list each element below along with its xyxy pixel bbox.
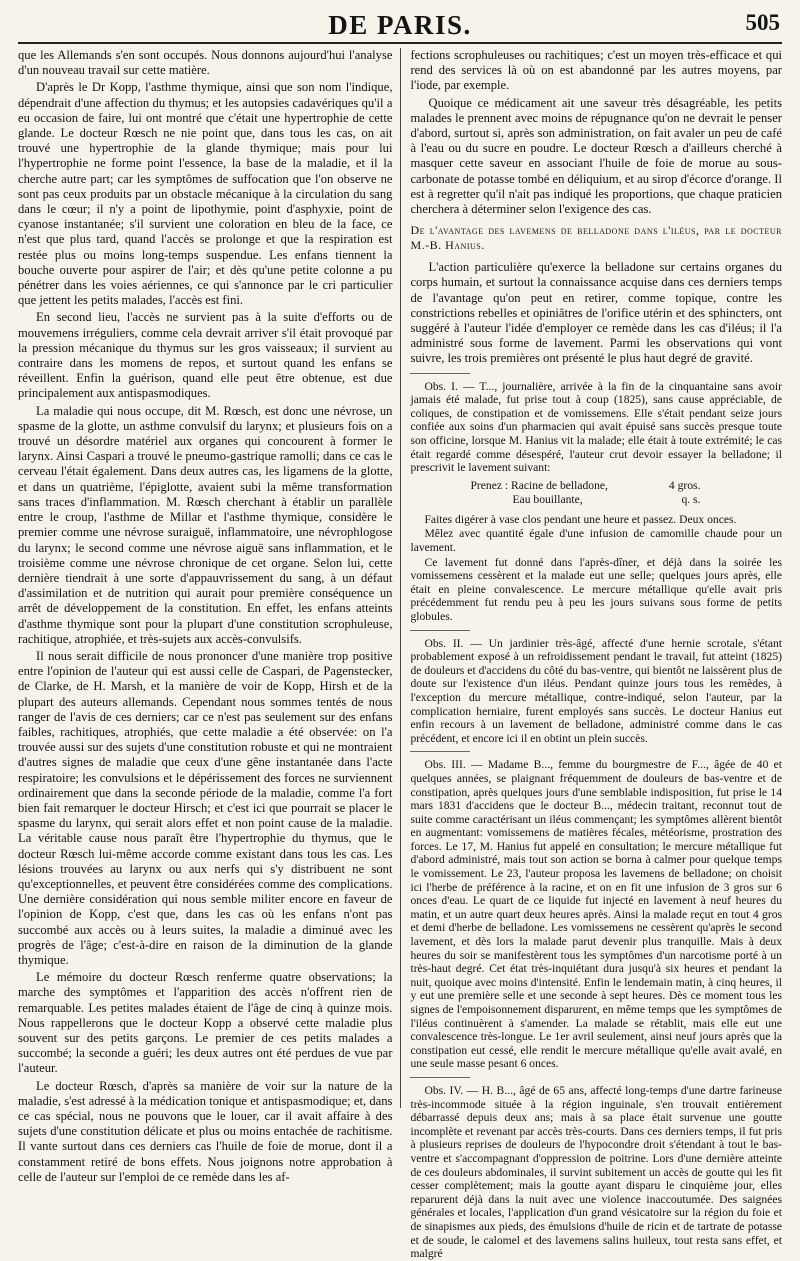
left-column: [18, 48, 400, 1184]
observation-block: [410, 380, 782, 1261]
prescription-quantity: q. s.: [681, 492, 701, 506]
page-number: 505: [745, 10, 780, 35]
divider: [410, 373, 470, 374]
prescription-quantity: 4 gros.: [668, 478, 701, 492]
paragraph: Le docteur Rœsch, d'après sa manière de voir sur la nature de la maladie, s'est adressé à la médication tonique et antispasmodique; et, dans ce cas spécial, nous ne pouvons que le louer, car il avait affaire à des sujets d'une constitution délicate et plus ou moins entachée de rachitisme. Il vante surtout dans ces derniers cas l'huile de foie de morue, dont il a constamment retiré de bons effets. Nous joignons notre approbation à celle de l'auteur sur l'emploi de ce remède dans les af-: [18, 1078, 393, 1184]
paragraph: L'action particulière qu'exerce la belladone sur certains organes du corps humain, et surtout la connaissance acquise dans ces derniers temps de l'avantage qu'on peut en retirer, comme topique, contre les constrictions rebelles et opiniâtres de l'orifice utérin et des sphincters, ont suggéré à l'auteur l'idée d'employer ce remède dans les cas d'iléus; il l'a administré sous forme de lavement. Parmi les observations qui vont suivre, les trois premières ont présenté le plus haut degré de gravité.: [410, 260, 782, 366]
divider: [410, 630, 470, 631]
running-title: DE PARIS.: [328, 10, 472, 40]
paragraph: que les Allemands s'en sont occupés. Nous donnons aujourd'hui l'analyse d'un nouveau travail sur cette matière.: [18, 48, 393, 78]
prescription-line: [470, 479, 700, 493]
observation-4: Obs. IV. — H. B..., âgé de 65 ans, affecté long-temps d'une dartre farineuse très-incommode située à la région inguinale, s'en trouvait entièrement débarrassé depuis deux ans; mais à sa place était survenue une goutte incomplète et revenant par accès très-courts. Dans ces derniers temps, il fut pris à plusieurs reprises de douleurs de l'hypocondre droit s'étendant à tout le bas-ventre et s'accompagnant d'oppression de poitrine. Lors d'une dernière atteinte de ces douleurs abdominales, il survint subitement un accès de goutte qui les fit cesser complètement; mais la goutte ayant disparu le cinquième jour, elles reparurent déjà dans la nuit avec une violence inaccoutumée. Des saignées générales et locales, l'application d'un grand vésicatoire sur la région du foie et de sinapismes aux pieds, des émulsions d'huile de ricin et de tartrate de potasse et de soude, le calomel et des lavemens salins huileux, tout resta sans effet, et malgré: [410, 1083, 782, 1261]
paragraph: Le mémoire du docteur Rœsch renferme quatre observations; la marche des symptômes et l'apparition des accès n'offrent rien de remarquable. Les petites malades étaient de l'âge de cinq à quinze mois. Nous rappellerons que le docteur Kopp a observé cette maladie plus souvent sur des petits garçons. Le premier de ces petits malades a succombé; la seconde a guéri; les deux autres ont été perdues de vue par l'auteur.: [18, 970, 393, 1076]
paragraph: Mêlez avec quantité égale d'une infusion de camomille chaude pour un lavement.: [410, 527, 782, 554]
paragraph: En second lieu, l'accès ne survient pas à la suite d'efforts ou de mouvemens irréguliers, comme cela devrait arriver s'il était provoqué par la pression mécanique du thymus sur les gros vaisseaux; il survient au contraire dans les momens de repos, et surtout quand les enfans se réveillent. Enfin la guérison, quand elle peut être obtenue, est due principalement aux antispasmodiques.: [18, 310, 393, 401]
columns: [18, 48, 782, 1261]
page-header: [18, 8, 782, 44]
prescription-ingredient: Eau bouillante,: [512, 492, 583, 506]
paragraph: D'après le Dr Kopp, l'asthme thymique, ainsi que son nom l'indique, dépendrait d'une affection du thymus; et les autopsies cadavériques qu'il a eu occasion de faire, lui ont montré que c'était une hypertrophie de cette glande. Le docteur Rœsch ne nie point que, dans tous les cas, on ait trouvé une hypertrophie de la glande thymique; mais pour lui l'hypertrophie ne forme point l'essence, la base de la maladie, et il la cherche autre part; car les symptômes de suffocation que l'on observe ne sont pas ceux produits par un obstacle mécanique à la circulation du sang dans le cœur; il n'y a point de lipothymie, point d'asphyxie, point de cyanose instantanée; s'il survient une coloration en bleu de la face, ce n'est que plus tard, quand l'accès se prolonge et que la respiration est restée plus ou moins long-temps suspendue. Les enfans tiennent la bouche ouverte pour aspirer de l'air; et dès qu'une petite colonne a pu pénétrer dans les voies aériennes, ce qui s'annonce par le cri particulier que jettent les petits malades, l'accès est fini.: [18, 80, 393, 308]
paragraph: Faites digérer à vase clos pendant une heure et passez. Deux onces.: [424, 512, 737, 526]
divider: [410, 751, 470, 752]
paragraph: Ce lavement fut donné dans l'après-dîner, et déjà dans la soirée les vomissemens cessèrent et la malade eut une selle; quelques jours après, elle était en pleine convalescence. Le mercure métallique qu'elle avait pris précédemment fut rendu peu à peu les jours suivans sous forme de petits globules.: [410, 555, 782, 623]
paragraph: Quoique ce médicament ait une saveur très désagréable, les petits malades le prennent avec moins de répugnance qu'on ne devrait le penser d'abord, surtout si, après son administration, on fait avaler un peu de café à l'eau ou du sucre en poudre. Le docteur Rœsch a d'ailleurs cherché à masquer cette saveur en associant l'huile de foie de morue au sous-carbonate de potasse tombé en déliquium, et au sirop d'écorce d'orange. Il est à regretter qu'il n'ait pas indiqué les proportions, que chaque praticien cherchera à déterminer selon l'exigence des cas.: [410, 95, 782, 217]
paragraph: Il nous serait difficile de nous prononcer d'une manière trop positive entre l'opinion de l'auteur qui est aussi celle de Caspari, de Pagenstecker, de Clarke, de H. Marsh, et la manière de voir de Kopp, Hirsh et de la plupart des auteurs allemands. Cependant nous sommes tentés de nous ranger de l'avis de ces derniers; car ce n'est pas seulement sur des enfans faibles, rachitiques, atrophiés, que cette maladie a été observée: on l'a trouvée aussi sur des sujets d'une constitution robuste et qui ne montraient d'autres signes de maladie que ceux d'une gêne instantanée dans l'acte respiratoire; les convulsions et le dépérissement des forces ne surviennent ordinairement que dans la seconde période de la maladie, comme l'a fort bien fait remarquer le docteur Hirsch; et c'est ici que pourrait se placer le spasme du larynx, qui serait alors effet et non point cause de la maladie. La véritable cause nous paraît être l'hypertrophie du thymus, que le docteur Rœsch lui-même accorde comme existant dans tous les cas. Les lésions trouvées au larynx ou aux nerfs qui s'y distribuent ne sont qu'exceptionnelles, et peuvent être considérées comme des complications. Une dernière considération qui nous semble militer encore en faveur de l'opinion de Kopp, c'est que, dans les cas où les enfans n'ont pas succombé aux accès ou à leurs suites, la maladie a diminué avec les progrès de l'âge; c'est-à-dire en raison de la diminution de la glande thymique.: [18, 648, 393, 967]
observation-2: Obs. II. — Un jardinier très-âgé, affecté d'une hernie scrotale, s'étant probablement exposé à un refroidissement pendant le travail, fut atteint (1825) de douleurs et d'accidens du côté du bas-ventre, qui bientôt ne laissèrent plus de doute sur l'existence d'un iléus. Pendant quinze jours tous les remèdes, à l'exception du mercure métallique, contre-indiqué, selon l'auteur, par la complication herniaire, furent employés sans succès. Le docteur Hanius eut enfin recours à un lavement de belladone, administré comme dans le cas précédent, et encore ici il en obtint un plein succès.: [410, 636, 782, 745]
section-title: De l'avantage des lavemens de belladone dans l'iléus, par le docteur M.-B. Hanius.: [410, 223, 782, 252]
paragraph: La maladie qui nous occupe, dit M. Rœsch, est donc une névrose, un spasme de la glotte, un asthme convulsif du larynx; et plusieurs fois on a trouvé un désordre matériel aux organes qui concourent à former le larynx. Ainsi Caspari a trouvé le pneumo-gastrique ramolli; dans ce cas le cerveau l'était également. Dans deux autres cas, les ligamens de la glotte, et dans un quatrième, l'épiglotte, avaient subi la même transformation sans traces d'inflammation. M. Rœsch cherchant à établir un parallèle entre le croup, l'asthme de Millar et l'asthme thymique, considère le premier comme une névrose suraiguë, inflammatoire, une névrophlogose du larynx; le second comme une névrose aiguë sans inflammation, et le troisième comme une névrose chronique de cet organe. Selon lui, cette dernière tiendrait à une sorte d'appauvrissement du sang, à un défaut d'assimilation et de nutrition qui aurait pour première conséquence un arrêt de développement de la constitution. En effet, les enfans atteints d'asthme thymique sont pour la plupart d'une constitution scrophuleuse, rachitique, atrophiée, et très-sujets aux accès-convulsifs.: [18, 403, 393, 646]
prescription: [470, 479, 700, 507]
divider: [410, 1077, 470, 1078]
prescription-ingredient: Prenez : Racine de belladone,: [470, 478, 608, 492]
observation-3: Obs. III. — Madame B..., femme du bourgmestre de F..., âgée de 40 et quelques années, se plaignant fréquemment de douleurs de bas-ventre et de constipation, après quelques jours d'une semblable indisposition, fut prise le 14 mars 1831 d'accidens que le docteur B..., médecin traitant, reconnut tout de suite comme caractérisant un iléus commençant; les symptômes allèrent bientôt en augmentant: vomissemens de matières fécales, météorisme, prostration des forces. Le 17, M. Hanius fut appelé en consultation; le mercure métallique fut d'abord administré, mais tout son action se borna à calmer pour quelque temps le vomissement. Le 23, l'auteur proposa les lavemens de belladone; on choisit ici l'herbe de préférence à la racine, et on en fit une infusion de 3 gros sur 6 onces d'eau. Le quart de ce liquide fut injecté en lavement à neuf heures du matin, et un autre quart deux heures après. Ainsi la malade reçut en tout 4 gros et demi d'herbe de belladone. Les vomissemens ne cessèrent qu'après le second lavement, et dès lors la malade parut devenir plus tranquille. Mais à deux heures du soir se manifestèrent tous les symptômes d'un narcotisme porté à un très-haut degré. Cet état très-inquiétant dura jusqu'à six heures et pendant la nuit, quoique avec moins d'intensité. Enfin le lendemain matin, à cinq heures, il y eut une première selle et une seconde à sept heures. Dès ce moment tous les signes de l'empoisonnement disparurent, en même temps que les symptômes de l'iléus continuèrent à s'amender. La malade se rétablit, mais elle eut une convalescence très-longue. Le 1er avril seulement, ainsi neuf jours après que la constipation eut cessé, elle rendit le mercure métallique qu'elle avait avalé, en une seule masse pesant 6 onces.: [410, 758, 782, 1071]
prescription-line: [470, 493, 700, 507]
paragraph: fections scrophuleuses ou rachitiques; c'est un moyen très-efficace et qui rend des services là où on est abandonné par les autres moyens, par l'iode, par exemple.: [410, 48, 782, 93]
right-column: [400, 48, 782, 1261]
observation-1: Obs. I. — T..., journalière, arrivée à la fin de la cinquantaine sans avoir jamais été malade, fut prise tout à coup (1825), sans cause appréciable, de coliques, de constipation et de vomissemens. Elle s'était pendant seize jours confiée aux soins d'un pharmacien qui avait épuisé sans succès presque toute son officine, lorsque M. Hanius vit la malade; elle était à toute extrémité; le cas était regardé comme désespéré, l'auteur crut devoir essayer la belladone; il prescrivit le lavement suivant:: [410, 379, 782, 475]
